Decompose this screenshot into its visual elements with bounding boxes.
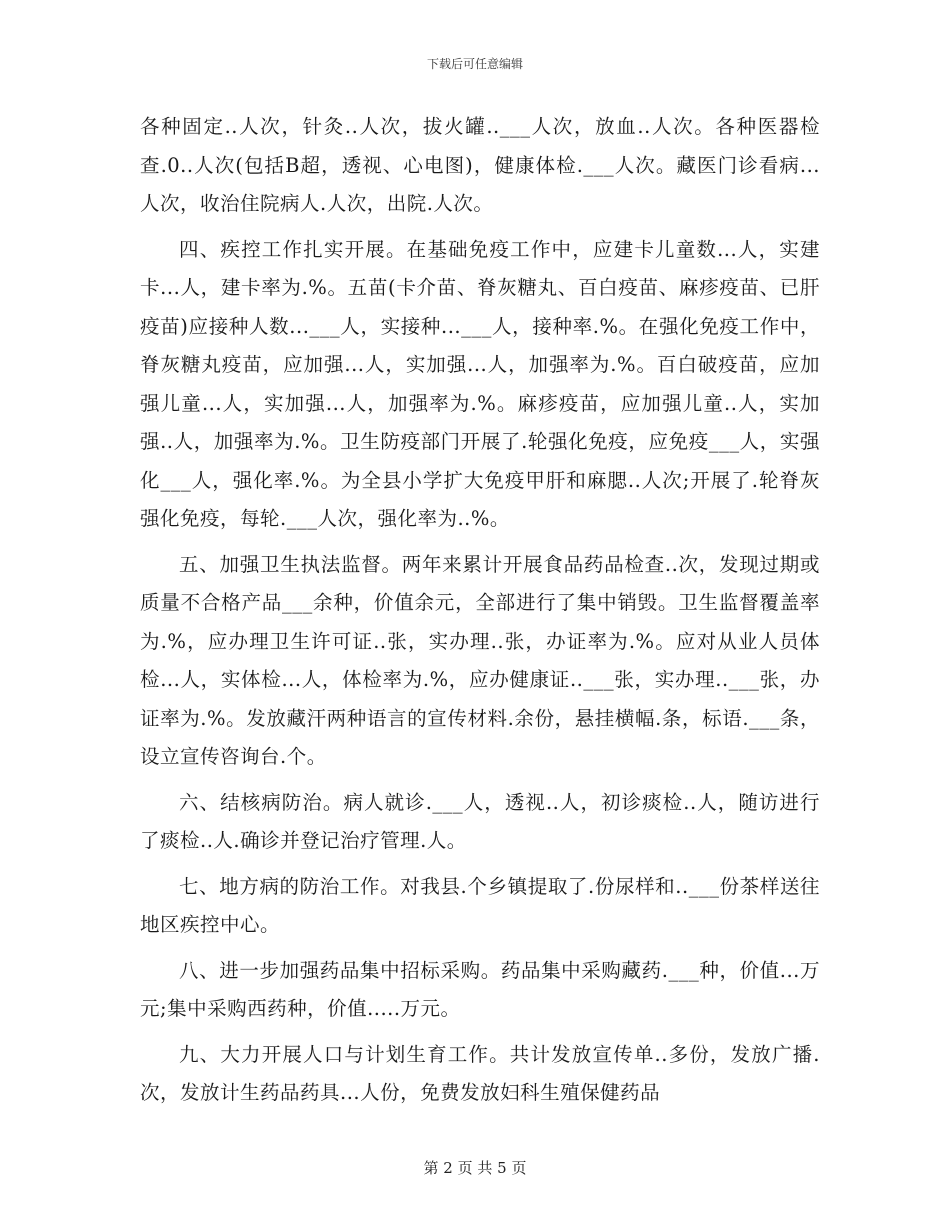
paragraph-tuberculosis: 六、结核病防治。病人就诊.___人，透视..人，初诊痰检..人，随访进行了痰检..人.确诊并登记治疗管理.人。 — [140, 790, 820, 852]
paragraph-family-planning: 九、大力开展人口与计划生育工作。共计发放宣传单..多份，发放广播.次，发放计生药品药具...人份，免费发放妇科生殖保健药品 — [140, 1042, 820, 1104]
paragraph-disease-control: 四、疾控工作扎实开展。在基础免疫工作中，应建卡儿童数...人，实建卡...人，建卡率为.%。五苗(卡介苗、脊灰糖丸、百白疫苗、麻疹疫苗、已肝疫苗)应接种人数...___人，实接种...___人，接种率.%。在强化免疫工作中，脊灰糖丸疫苗，应加强...人，实加强...人，加强率为.%。百白破疫苗，应加强儿童...人，实加强...人，加强率为.%。麻疹疫苗，应加强儿童..人，实加强..人，加强率为.%。卫生防疫部门开展了.轮强化免疫，应免疫___人，实强化___人，强化率.%。为全县小学扩大免疫甲肝和麻腮..人次;开展了.轮脊灰强化免疫，每轮.___人次，强化率为..%。 — [140, 237, 820, 530]
paragraph-drug-procurement: 八、进一步加强药品集中招标采购。药品集中采购藏药.___种，价值...万元;集中采购西药种，价值.....万元。 — [140, 958, 820, 1020]
paragraph-continuation: 各种固定..人次，针灸..人次，拔火罐..___人次，放血..人次。各种医器检查.0..人次(包括B超，透视、心电图)，健康体检.___人次。藏医门诊看病...人次，收治住院病人.人次，出院.人次。 — [140, 115, 820, 215]
page-number: 第 2 页 共 5 页 — [423, 1159, 527, 1177]
paragraph-endemic-disease: 七、地方病的防治工作。对我县.个乡镇提取了.份尿样和..___份茶样送往地区疾控中心。 — [140, 874, 820, 936]
paragraph-health-supervision: 五、加强卫生执法监督。两年来累计开展食品药品检查..次，发现过期或质量不合格产品___余种，价值余元，全部进行了集中销毁。卫生监督覆盖率为.%，应办理卫生许可证..张，实办理..张，办证率为.%。应对从业人员体检...人，实体检...人，体检率为.%，应办健康证..___张，实办理..___张，办证率为.%。发放藏汗两种语言的宣传材料.余份，悬挂横幅.条，标语.___条，设立宣传咨询台.个。 — [140, 552, 820, 768]
document-body — [140, 108, 820, 1120]
page-header-note: 下载后可任意编辑 — [426, 57, 523, 71]
